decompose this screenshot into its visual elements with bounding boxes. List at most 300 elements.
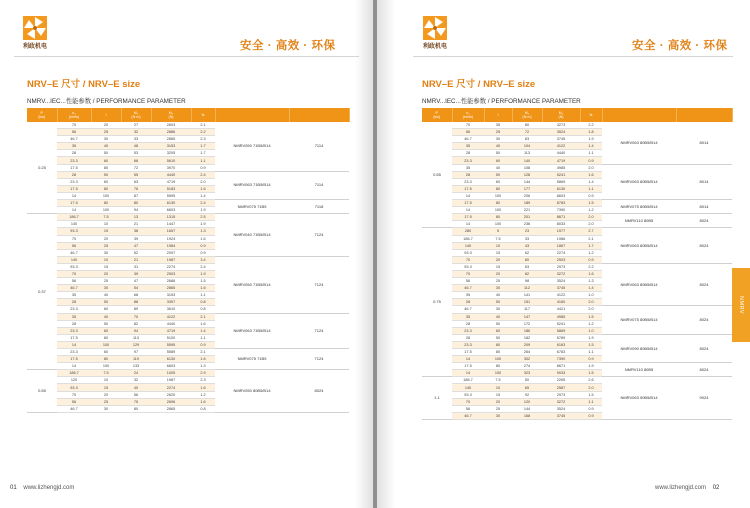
value-cell: 5595 (151, 341, 191, 348)
flange-code: 80B5/B14 (639, 317, 658, 323)
flange-code: 71B5/B14 (252, 232, 271, 237)
value-cell: 93.3 (57, 228, 91, 235)
value-cell: 1987 (151, 377, 191, 384)
flange-code: 71B5/B14 (252, 143, 271, 149)
model-cell (215, 370, 289, 413)
value-cell: 70 (452, 122, 484, 129)
column-header-label: P (40, 111, 43, 115)
power-cell: 0.25 (27, 122, 57, 214)
value-cell: 120 (512, 398, 542, 405)
value-cell: 56 (57, 278, 91, 285)
value-cell: 2.5 (191, 214, 215, 221)
value-cell: 100 (484, 192, 512, 199)
model-code: NMRV050 (233, 143, 252, 149)
motor-code-cell: 7114 (289, 171, 349, 199)
model-cell (602, 200, 676, 214)
value-cell: 24 (121, 370, 151, 377)
value-cell: 87 (121, 192, 151, 199)
value-cell: 0.9 (580, 356, 602, 363)
value-cell: 0.9 (191, 242, 215, 249)
value-cell: 70 (57, 122, 91, 129)
value-cell: 80 (512, 256, 542, 263)
value-cell: 93.3 (452, 391, 484, 398)
value-cell: 53 (121, 150, 151, 157)
value-cell: 50 (91, 320, 121, 327)
value-cell: 117 (512, 306, 542, 313)
value-cell: 0.9 (191, 341, 215, 348)
brand-logo (17, 16, 53, 50)
value-cell: 206 (512, 192, 542, 199)
column-header-unit: (N) (558, 115, 564, 119)
value-cell: 60 (484, 341, 512, 348)
value-cell: 17.5 (57, 356, 91, 363)
value-cell: 93.3 (57, 384, 91, 391)
section-title: NRV–E 尺寸 / NRV–E size (27, 79, 141, 90)
value-cell: 83 (512, 136, 542, 143)
gutter-shadow (377, 0, 395, 508)
value-cell: 133 (121, 363, 151, 370)
model-code: NMRV110 (624, 366, 643, 372)
motor-code-cell: 8024 (676, 334, 732, 362)
model-code: NMRV075 (237, 203, 256, 209)
value-cell: 0.9 (580, 412, 602, 419)
right-page (377, 0, 750, 508)
column-header-unit: (r/min) (68, 115, 80, 119)
value-cell: 70 (57, 270, 91, 277)
value-cell: 6130 (151, 200, 191, 207)
value-cell: 7.5 (91, 214, 121, 221)
value-cell: 33 (512, 235, 542, 242)
value-cell: 28 (57, 150, 91, 157)
table-row (422, 377, 732, 384)
column-header-label: n₂ (72, 111, 76, 115)
value-cell: 2.4 (191, 171, 215, 178)
value-cell: 236 (512, 221, 542, 228)
column-header-unit: (kw) (38, 115, 46, 119)
value-cell: 50 (484, 320, 512, 327)
brand-name: 利政机电 (22, 44, 47, 50)
table-row (27, 171, 349, 178)
value-cell: 17.5 (452, 214, 484, 221)
value-cell: 1.4 (580, 143, 602, 150)
motor-code-cell: 7124 (289, 214, 349, 257)
value-cell: 56 (57, 242, 91, 249)
performance-table (422, 108, 733, 420)
value-cell: 1.5 (580, 200, 602, 207)
value-cell: 0.8 (191, 299, 215, 306)
value-cell: 10 (91, 377, 121, 384)
column-header-label: M₂ (168, 111, 174, 115)
model-code: NMRV063 (620, 178, 639, 184)
value-cell: 147 (512, 313, 542, 320)
value-cell: 3272 (542, 270, 580, 277)
value-cell: 141 (512, 292, 542, 299)
value-cell: 1.9 (580, 363, 602, 370)
value-cell: 63 (512, 263, 542, 270)
flange-code: 71B5/B14 (252, 182, 271, 188)
value-cell: 2973 (542, 391, 580, 398)
value-cell: 7.5 (484, 377, 512, 384)
value-cell: 1.2 (191, 391, 215, 398)
value-cell: 2865 (151, 136, 191, 143)
value-cell: 2.1 (191, 313, 215, 320)
column-header-label: fs (589, 113, 593, 117)
model-code: NMRV075 (620, 317, 639, 323)
value-cell: 1.7 (580, 242, 602, 249)
value-cell: 40 (91, 143, 121, 150)
value-cell: 80 (484, 349, 512, 356)
motor-code-cell: 8014 (676, 122, 732, 164)
value-cell: 1.4 (191, 192, 215, 199)
value-cell: 2.3 (191, 136, 215, 143)
flange-code: 71B5 (257, 203, 267, 209)
value-cell: 104 (512, 143, 542, 150)
value-cell: 54 (121, 285, 151, 292)
value-cell: 70 (452, 398, 484, 405)
column-header-unit: (N·m) (522, 115, 532, 119)
table-row (27, 313, 349, 320)
value-cell: 40 (91, 313, 121, 320)
value-cell: 10 (484, 384, 512, 391)
value-cell: 120 (57, 377, 91, 384)
value-cell: 113 (121, 334, 151, 341)
value-cell: 186.7 (452, 235, 484, 242)
value-cell: 56 (57, 398, 91, 405)
value-cell: 50 (484, 150, 512, 157)
value-cell: 14 (57, 192, 91, 199)
model-cell (215, 256, 289, 313)
column-header-label: P (435, 111, 438, 115)
column-header (452, 108, 484, 122)
column-header (602, 108, 676, 122)
value-cell: 323 (512, 370, 542, 377)
model-cell (215, 349, 289, 370)
value-cell: 1.9 (191, 221, 215, 228)
left-page (0, 0, 373, 508)
value-cell: 2274 (151, 384, 191, 391)
table-row (27, 214, 349, 221)
value-cell: 15 (484, 263, 512, 270)
flange-code: 80B5/B14 (639, 139, 658, 145)
value-cell: 35 (452, 292, 484, 299)
column-header-unit: (N) (168, 115, 174, 119)
value-cell: 35 (452, 313, 484, 320)
value-cell: 1.1 (580, 398, 602, 405)
value-cell: 0.9 (191, 164, 215, 171)
column-header (191, 108, 215, 122)
value-cell: 1.6 (580, 171, 602, 178)
value-cell: 23.3 (57, 306, 91, 313)
value-cell: 2274 (542, 249, 580, 256)
value-cell: 46.7 (452, 136, 484, 143)
column-header-label: M₂ (558, 111, 564, 115)
value-cell: 1867 (542, 242, 580, 249)
value-cell: 98 (512, 278, 542, 285)
value-cell: 119 (121, 356, 151, 363)
value-cell: 3745 (542, 136, 580, 143)
value-cell: 10 (91, 256, 121, 263)
value-cell: 5610 (151, 157, 191, 164)
value-cell: 28 (452, 171, 484, 178)
value-cell: 0.9 (191, 249, 215, 256)
value-cell: 60 (91, 178, 121, 185)
model-code: NMRV063 (620, 139, 639, 145)
model-cell (602, 377, 676, 420)
value-cell: 221 (512, 207, 542, 214)
value-cell: 302 (512, 356, 542, 363)
value-cell: 280 (452, 228, 484, 235)
table-row (422, 228, 732, 235)
value-cell: 30 (91, 136, 121, 143)
value-cell: 2.0 (191, 178, 215, 185)
value-cell: 3.4 (191, 256, 215, 263)
value-cell: 6603 (151, 363, 191, 370)
value-cell: 1.5 (580, 391, 602, 398)
value-cell: 30 (484, 412, 512, 419)
column-header-label: n₂ (466, 111, 470, 115)
flange-code: 80B5 (643, 366, 654, 372)
table-row (27, 370, 349, 377)
value-cell: 2265 (542, 377, 580, 384)
value-cell: 23.3 (452, 157, 484, 164)
value-cell: 30 (484, 306, 512, 313)
value-cell: 17.5 (452, 200, 484, 207)
flange-code: 90B5/B14 (639, 395, 658, 401)
value-cell: 8671 (542, 214, 580, 221)
value-cell: 140 (452, 384, 484, 391)
value-cell: 35 (57, 143, 91, 150)
value-cell: 23.3 (57, 157, 91, 164)
value-cell: 35 (452, 143, 484, 150)
value-cell: 186.7 (57, 214, 91, 221)
value-cell: 4985 (542, 313, 580, 320)
value-cell: 1.6 (580, 270, 602, 277)
pinwheel-logo-icon (23, 16, 47, 40)
value-cell: 9033 (542, 370, 580, 377)
column-header (542, 108, 580, 122)
value-cell: 5 (484, 228, 512, 235)
value-cell: 2.2 (580, 122, 602, 129)
value-cell: 2.0 (580, 306, 602, 313)
model-cell (215, 171, 289, 199)
value-cell: 140 (452, 242, 484, 249)
value-cell: 17.5 (452, 185, 484, 192)
motor-code-cell: 7124 (289, 256, 349, 313)
motor-code-cell: 8024 (676, 363, 732, 377)
value-cell: 1.4 (580, 285, 602, 292)
column-header-label: M₂ (133, 111, 139, 115)
column-header (676, 108, 732, 122)
column-header-unit: (r/min) (462, 115, 474, 119)
flange-code: 80B5 (643, 217, 654, 223)
value-cell: 2696 (151, 398, 191, 405)
value-cell: 1.5 (191, 278, 215, 285)
model-code: NMRV075 (237, 356, 256, 362)
value-cell: 7390 (542, 356, 580, 363)
value-cell: 2.0 (580, 214, 602, 221)
value-cell: 5595 (151, 192, 191, 199)
flange-code: 71B5/B14 (252, 327, 271, 333)
value-cell: 50 (91, 150, 121, 157)
value-cell: 0.9 (580, 256, 602, 263)
value-cell: 2973 (542, 263, 580, 270)
value-cell: 4719 (542, 157, 580, 164)
value-cell: 88 (121, 299, 151, 306)
value-cell: 2274 (151, 263, 191, 270)
motor-code-cell: 8014 (676, 200, 732, 214)
value-cell: 80 (484, 214, 512, 221)
model-cell (602, 164, 676, 199)
value-cell: 1447 (151, 221, 191, 228)
value-cell: 20 (91, 122, 121, 129)
value-cell: 1.2 (580, 207, 602, 214)
value-cell: 60 (91, 157, 121, 164)
value-cell: 6130 (542, 185, 580, 192)
value-cell: 40 (484, 143, 512, 150)
value-cell: 35 (57, 292, 91, 299)
value-cell: 92 (512, 391, 542, 398)
column-header-unit: (kw) (433, 115, 441, 119)
value-cell: 2.0 (580, 221, 602, 228)
value-cell: 274 (512, 363, 542, 370)
model-cell (602, 214, 676, 228)
value-cell: 4440 (151, 171, 191, 178)
value-cell: 128 (512, 171, 542, 178)
table-header-row (422, 108, 732, 122)
value-cell: 8671 (542, 363, 580, 370)
value-cell: 25 (484, 405, 512, 412)
value-cell: 2.0 (580, 384, 602, 391)
value-cell: 46.7 (452, 285, 484, 292)
value-cell: 32 (121, 129, 151, 136)
value-cell: 31 (121, 263, 151, 270)
table-row (27, 256, 349, 263)
value-cell: 1.3 (580, 278, 602, 285)
value-cell: 23.3 (57, 327, 91, 334)
value-cell: 2503 (542, 256, 580, 263)
value-cell: 80 (91, 164, 121, 171)
value-cell: 1577 (542, 228, 580, 235)
footer (655, 485, 719, 491)
value-cell: 27 (121, 122, 151, 129)
value-cell: 113 (512, 150, 542, 157)
model-cell (602, 228, 676, 263)
value-cell: 60 (91, 327, 121, 334)
value-cell: 75 (121, 398, 151, 405)
value-cell: 23.3 (452, 341, 484, 348)
value-cell: 80 (484, 200, 512, 207)
motor-code-cell: 8024 (676, 306, 732, 334)
value-cell: 2.4 (191, 263, 215, 270)
value-cell: 56 (452, 278, 484, 285)
pinwheel-logo-icon (423, 16, 447, 40)
value-cell: 40 (484, 292, 512, 299)
value-cell: 46.7 (452, 306, 484, 313)
value-cell: 50 (484, 171, 512, 178)
value-cell: 82 (512, 270, 542, 277)
value-cell: 14 (452, 356, 484, 363)
value-cell: 1924 (151, 235, 191, 242)
table-row (422, 263, 732, 270)
flange-code: 71B5 (257, 356, 267, 362)
value-cell: 3524 (542, 278, 580, 285)
value-cell: 4440 (151, 320, 191, 327)
value-cell: 0.8 (191, 405, 215, 412)
value-cell: 6603 (542, 192, 580, 199)
value-cell: 50 (91, 171, 121, 178)
value-cell: 30 (484, 285, 512, 292)
value-cell: 23.3 (452, 327, 484, 334)
section-side-tab[interactable] (732, 268, 750, 342)
value-cell: 4440 (542, 150, 580, 157)
column-header (121, 108, 151, 122)
value-cell: 46.7 (57, 249, 91, 256)
value-cell: 4719 (151, 327, 191, 334)
value-cell: 100 (484, 356, 512, 363)
table-row (27, 200, 349, 207)
value-cell: 1.1 (580, 349, 602, 356)
value-cell: 15 (91, 384, 121, 391)
value-cell: 201 (512, 214, 542, 221)
value-cell: 3153 (151, 143, 191, 150)
value-cell: 1.1 (191, 292, 215, 299)
motor-code-cell: 8024 (289, 370, 349, 413)
value-cell: 3153 (151, 292, 191, 299)
value-cell: 7.5 (91, 370, 121, 377)
value-cell: 25 (484, 278, 512, 285)
value-cell: 1.7 (191, 150, 215, 157)
value-cell: 4421 (542, 306, 580, 313)
value-cell: 56 (452, 405, 484, 412)
value-cell: 3272 (542, 398, 580, 405)
value-cell: 186 (512, 327, 542, 334)
value-cell: 7390 (542, 207, 580, 214)
value-cell: 28 (452, 150, 484, 157)
model-code: NMRV090 (620, 345, 639, 351)
value-cell: 144 (512, 178, 542, 185)
value-cell: 4122 (542, 143, 580, 150)
value-cell: 28 (57, 320, 91, 327)
value-cell: 93.3 (452, 263, 484, 270)
value-cell: 14 (57, 207, 91, 214)
value-cell: 23.3 (57, 349, 91, 356)
power-cell: 0.55 (422, 122, 452, 228)
value-cell: 2.1 (191, 349, 215, 356)
power-cell: 0.37 (27, 214, 57, 370)
value-cell: 264 (512, 349, 542, 356)
table-row (422, 200, 732, 207)
value-cell: 35 (484, 122, 512, 129)
value-cell: 14 (452, 370, 484, 377)
value-cell: 14 (452, 207, 484, 214)
value-cell: 100 (484, 207, 512, 214)
value-cell: 80 (121, 200, 151, 207)
value-cell: 40 (121, 384, 151, 391)
value-cell: 47 (121, 278, 151, 285)
column-header (422, 108, 452, 122)
value-cell: 43 (512, 242, 542, 249)
value-cell: 1.6 (191, 384, 215, 391)
value-cell: 14 (57, 341, 91, 348)
value-cell: 5869 (542, 178, 580, 185)
value-cell: 15 (91, 228, 121, 235)
value-cell: 30 (91, 249, 121, 256)
flange-code: 80B5/B14 (639, 203, 658, 209)
value-cell: 70 (452, 256, 484, 263)
model-cell (602, 122, 676, 164)
value-cell: 40 (484, 313, 512, 320)
value-cell: 1.6 (191, 398, 215, 405)
